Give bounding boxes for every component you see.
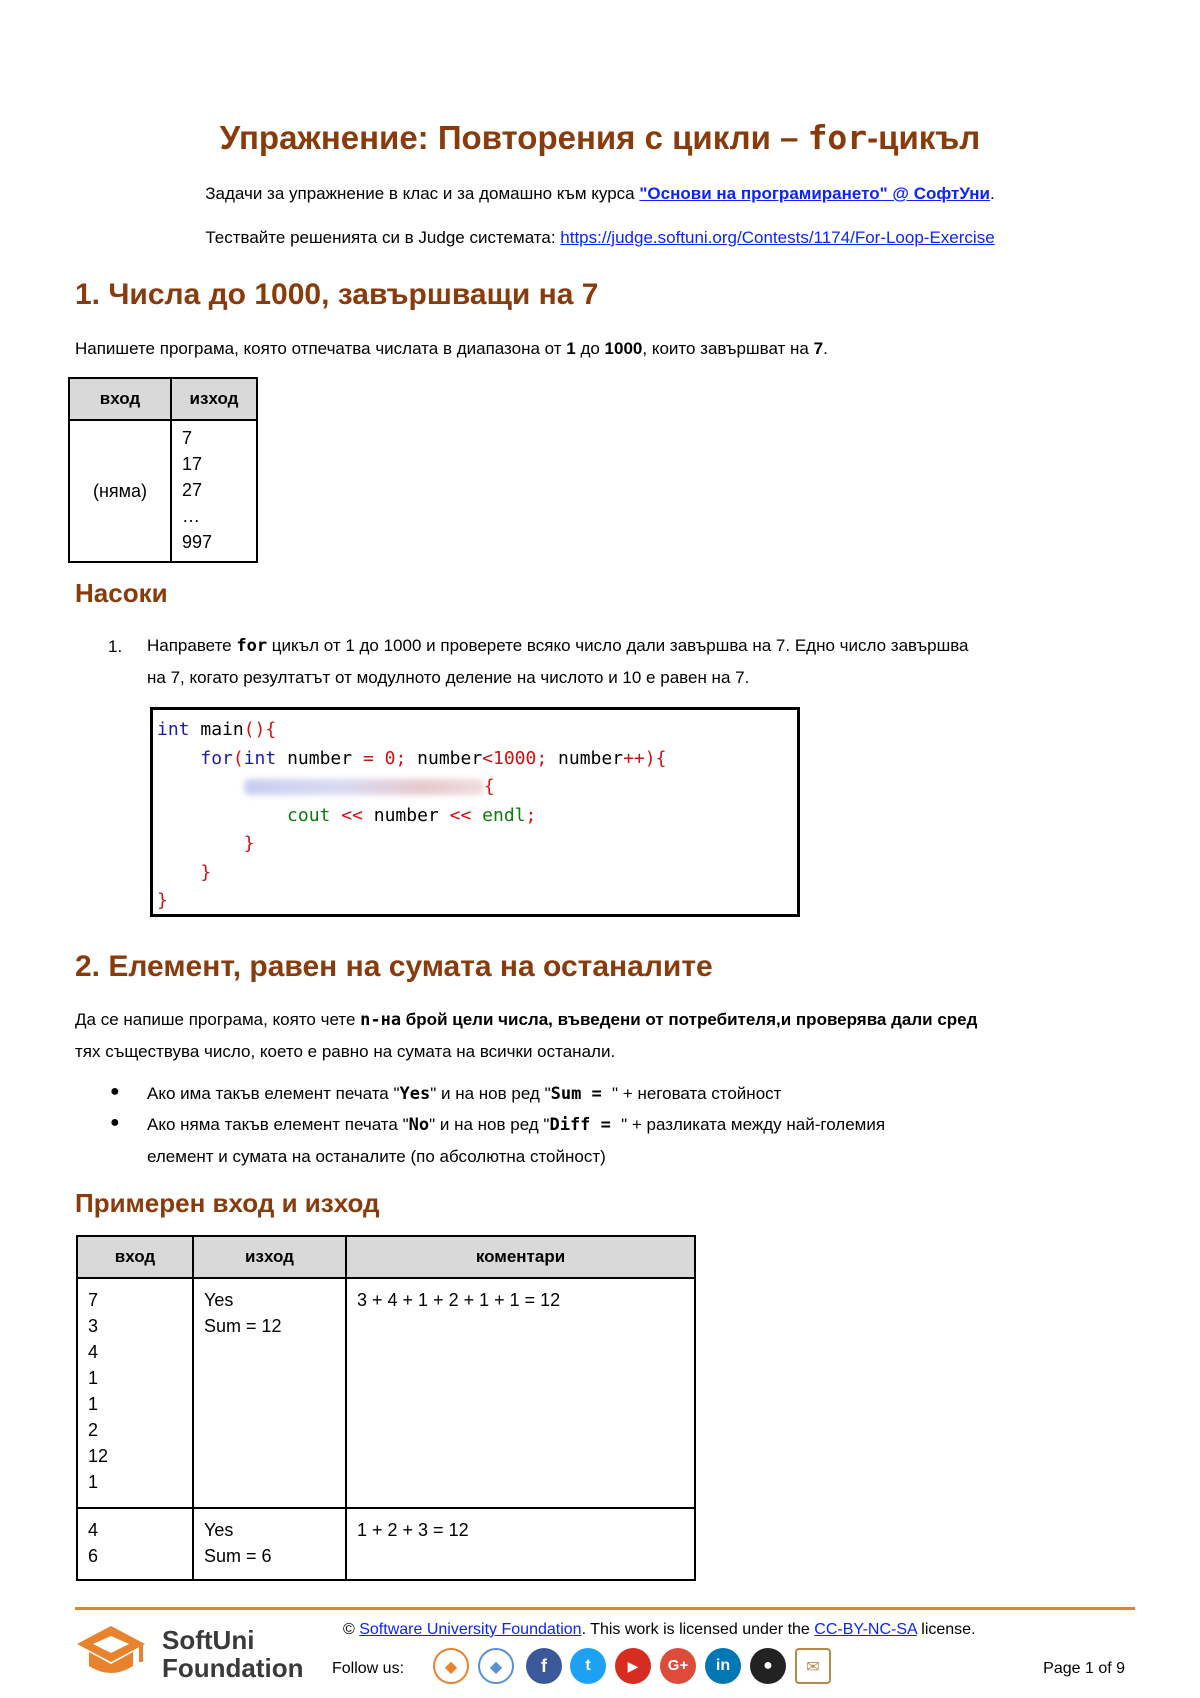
bullet-part: " и на нов ред ": [429, 1115, 550, 1134]
examples-heading: Примерен вход и изход: [75, 1188, 380, 1218]
bullet-code: Diff =: [549, 1115, 622, 1135]
softuni-foundation-icon[interactable]: ◆: [478, 1648, 514, 1684]
input-line: 2: [88, 1420, 99, 1440]
title-code: for: [807, 118, 868, 157]
code-token: int: [243, 747, 277, 769]
bullet-icon: ●: [110, 1114, 120, 1131]
bullet-part: елемент и сумата на останалите (по абсолютна стойност): [147, 1147, 606, 1166]
output-line: Yes: [204, 1290, 234, 1310]
task2-description: [75, 1004, 977, 1067]
input-line: 1: [88, 1472, 99, 1492]
code-token: number: [276, 747, 363, 769]
course-link[interactable]: "Основи на програмирането" @ СофтУни: [639, 184, 990, 203]
bullet-item-1: [147, 1078, 781, 1110]
input-line: 7: [88, 1290, 99, 1310]
task2-heading: 2. Елемент, равен на сумата на останалите: [75, 950, 713, 983]
intro-line-1: [0, 184, 1200, 204]
code-token: 0: [373, 747, 396, 769]
desc-part: Да се напише програма, която чете: [75, 1010, 361, 1029]
blurred-condition: [244, 779, 484, 795]
softuni-logo-icon: [75, 1622, 155, 1682]
follow-us-label: Follow us:: [332, 1660, 405, 1677]
bullet-code: Sum =: [550, 1084, 613, 1104]
table-header: изход: [193, 1236, 346, 1278]
input-line: 6: [88, 1546, 99, 1566]
code-token: for: [200, 747, 233, 769]
footer-logo-text: [162, 1626, 304, 1682]
input-line: 4: [88, 1520, 99, 1540]
table-header: вход: [77, 1236, 193, 1278]
desc-num-1000: 1000: [604, 339, 643, 358]
intro-text-1: Задачи за упражнение в клас и за домашно към курса: [205, 184, 640, 203]
input-line: 4: [88, 1342, 99, 1362]
code-token: ;: [395, 747, 407, 769]
footer-copyright: [343, 1621, 976, 1639]
bullet-item-2: [147, 1109, 885, 1172]
desc-part: Напишете програма, която отпечатва числата в диапазона от: [75, 339, 567, 358]
hint-number: 1.: [108, 637, 123, 656]
output-line: 997: [182, 532, 213, 552]
intro-period: .: [990, 184, 995, 203]
desc-part: , които завършват на: [642, 339, 814, 358]
twitter-icon[interactable]: t: [570, 1648, 606, 1684]
table-header: коментари: [346, 1236, 695, 1278]
code-token: ;: [536, 747, 548, 769]
logo-line-2: Foundation: [162, 1653, 304, 1683]
desc-part: брой цели числа, въведени от потребителя,и проверява дали сред: [401, 1010, 978, 1029]
output-line: 7: [182, 428, 193, 448]
bullet-part: " + неговата стойност: [612, 1084, 782, 1103]
intro-text-2: Тествайте решенията си в Judge системата:: [205, 228, 561, 247]
table-cell-input: (няма): [69, 420, 171, 562]
copy-part: license.: [916, 1621, 976, 1638]
linkedin-icon[interactable]: in: [705, 1648, 741, 1684]
intro-line-2: [0, 228, 1200, 248]
hint-part: Направете: [147, 636, 237, 655]
hint-part: цикъл от 1 до 1000 и проверете всяко число дали завършва на 7. Едно число завършва: [267, 636, 969, 655]
code-token: (){: [243, 719, 277, 740]
code-token: <<: [330, 804, 363, 826]
code-token: cout: [287, 804, 331, 826]
hints-heading: Насоки: [75, 578, 168, 608]
hint-text: [147, 630, 969, 693]
output-line: Sum = 12: [204, 1316, 282, 1336]
input-line: 1: [88, 1394, 99, 1414]
github-icon[interactable]: ●: [750, 1648, 786, 1684]
code-token: endl: [471, 804, 526, 826]
page-number: Page 1 of 9: [1043, 1660, 1125, 1677]
desc-num-1: 1: [566, 339, 576, 358]
code-token: }: [243, 833, 255, 854]
bullet-part: " + разликата между най-големия: [621, 1115, 886, 1134]
table-cell-output: [193, 1278, 346, 1508]
input-line: 1: [88, 1368, 99, 1388]
footer-divider: [75, 1607, 1135, 1610]
comment-line: 1 + 2 + 3 = 12: [357, 1520, 469, 1540]
desc-part: .: [823, 339, 828, 358]
code-token: number: [362, 804, 450, 826]
bullet-part: Ако има такъв елемент печата ": [147, 1084, 400, 1103]
code-token: ++){: [623, 747, 667, 769]
code-token: }: [200, 861, 212, 883]
code-token: }: [157, 890, 168, 911]
output-line: 17: [182, 454, 203, 474]
code-token: (: [232, 747, 244, 769]
table-cell-output: [171, 420, 257, 562]
table-header: вход: [69, 378, 171, 420]
bullet-code: No: [408, 1115, 430, 1135]
task2-example-table: [76, 1235, 696, 1581]
bullet-part: " и на нов ред ": [430, 1084, 551, 1103]
code-token: main: [189, 719, 244, 740]
code-token: number: [406, 747, 483, 769]
task1-description: [75, 333, 828, 364]
table-cell-output: [193, 1508, 346, 1580]
code-snippet: [150, 707, 800, 917]
table-header: изход: [171, 378, 257, 420]
copyright-symbol: ©: [343, 1621, 360, 1638]
input-line: 12: [88, 1446, 109, 1466]
table-cell-comment: [346, 1278, 695, 1508]
table-cell-input: [77, 1508, 193, 1580]
email-icon[interactable]: ✉: [795, 1648, 831, 1684]
code-token: <1000: [482, 747, 537, 769]
code-token: {: [483, 776, 495, 797]
code-token: =: [362, 747, 374, 769]
table-cell-input: [77, 1278, 193, 1508]
task1-heading: 1. Числа до 1000, завършващи на 7: [75, 278, 599, 311]
logo-line-1: SoftUni: [162, 1625, 255, 1655]
output-line: Sum = 6: [204, 1546, 272, 1566]
table-cell-comment: [346, 1508, 695, 1580]
desc-part: до: [575, 339, 605, 358]
code-token: <<: [449, 804, 472, 826]
comment-line: 3 + 4 + 1 + 2 + 1 + 1 = 12: [357, 1290, 561, 1310]
input-line: 3: [88, 1316, 99, 1336]
title-prefix: Упражнение: Повторения с цикли –: [219, 119, 808, 156]
hint-part: на 7, когато резултатът от модулното деление на числото и 10 е равен на 7.: [147, 668, 750, 687]
task1-example-table: [68, 377, 258, 563]
facebook-icon[interactable]: f: [526, 1648, 562, 1684]
title-suffix: -цикъл: [867, 119, 981, 156]
output-line: Yes: [204, 1520, 234, 1540]
desc-part: тях съществува число, което е равно на сумата на всички останали.: [75, 1042, 616, 1061]
output-line: 27: [182, 480, 203, 500]
bullet-icon: ●: [110, 1083, 120, 1100]
hint-for-keyword: for: [236, 636, 268, 656]
google-plus-icon[interactable]: G+: [660, 1648, 696, 1684]
desc-num-7: 7: [813, 339, 824, 358]
code-token: int: [157, 719, 190, 740]
page-title: [0, 118, 1200, 157]
code-token: ;: [525, 804, 537, 826]
bullet-code: Yes: [399, 1084, 431, 1104]
bullet-part: Ако няма такъв елемент печата ": [147, 1115, 409, 1134]
youtube-icon[interactable]: ▶: [615, 1648, 651, 1684]
desc-n-keyword: n-на: [360, 1010, 402, 1030]
judge-link[interactable]: https://judge.softuni.org/Contests/1174/For-Loop-Exercise: [560, 228, 995, 247]
softuni-social-icon[interactable]: ◆: [433, 1648, 469, 1684]
copy-part: . This work is licensed under the: [581, 1621, 815, 1638]
output-line: …: [182, 506, 200, 526]
foundation-link[interactable]: Software University Foundation: [359, 1621, 582, 1638]
license-link[interactable]: CC-BY-NC-SA: [814, 1621, 917, 1638]
code-token: number: [547, 747, 624, 769]
